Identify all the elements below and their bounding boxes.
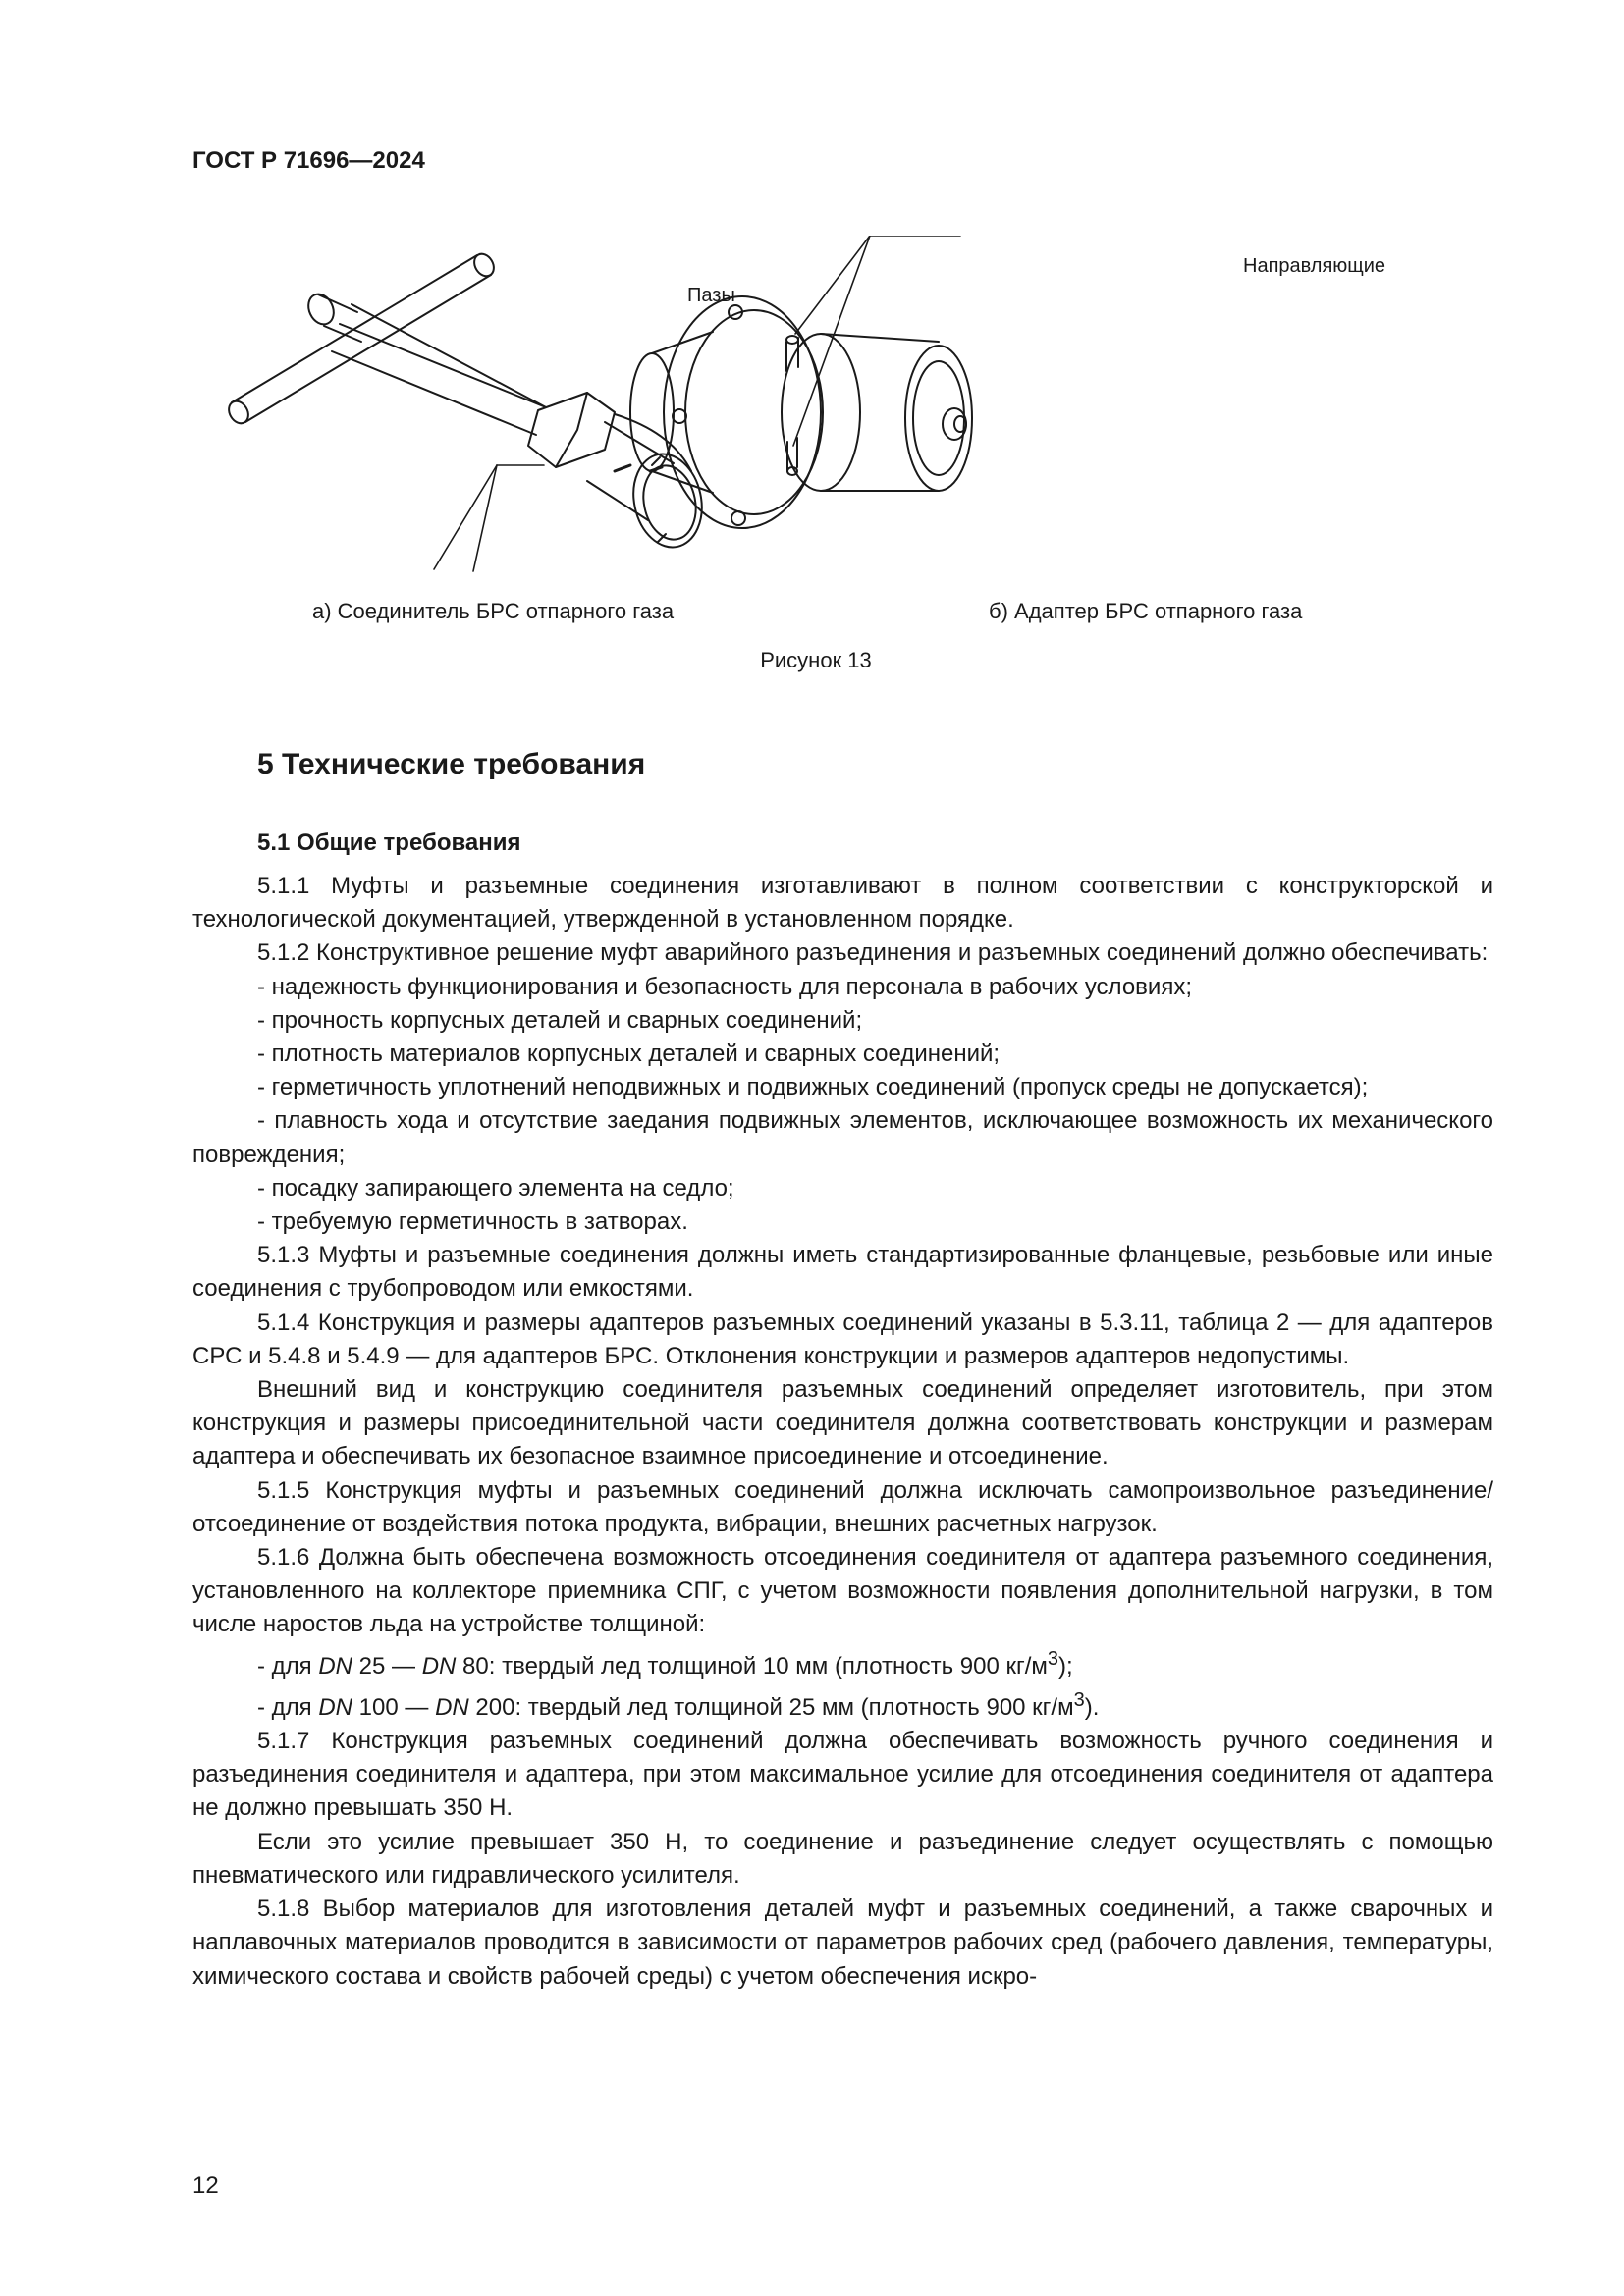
ice-range-start: 25 —	[352, 1652, 422, 1680]
ice-item-small-dn	[192, 1642, 1493, 1683]
standard-id: ГОСТ Р 71696—2024	[192, 147, 425, 174]
figure-label-a: а) Соединитель БРС отпарного газа	[312, 599, 675, 623]
paragraph-5-1-2: 5.1.2 Конструктивное решение муфт аварийного разъединения и разъемных соединений должно обеспечивать:	[257, 939, 1489, 967]
dn-symbol: DN	[435, 1693, 469, 1721]
superscript: 3	[1047, 1647, 1059, 1670]
callout-grooves: Пазы	[687, 285, 735, 306]
list-item: - надежность функционирования и безопасность для персонала в рабочих условиях;	[257, 973, 1192, 1000]
ice-prefix: - для	[257, 1652, 319, 1680]
paragraph-5-1-7: 5.1.7 Конструкция разъемных соединений должна обеспечивать возможность ручного соединения и разъединения соединителя и адаптера, при этом максимальное усилие для отсоединения соединителя от адаптера не должно превышать 350 Н.	[192, 1728, 1493, 1822]
paragraph-5-1-4: 5.1.4 Конструкция и размеры адаптеров разъемных соединений указаны в 5.3.11, таблица 2 — для адаптеров СРС и 5.4.8 и 5.4.9 — для адаптеров БРС. Отклонения конструкции и размеров адаптеров недопустимы.	[192, 1308, 1493, 1369]
dn-symbol: DN	[318, 1652, 353, 1680]
list-item: - плавность хода и отсутствие заедания подвижных элементов, исключающее возможность их механического повреждения;	[192, 1107, 1493, 1168]
body-text	[192, 870, 1493, 1994]
figure-caption: Рисунок 13	[760, 648, 872, 672]
figure-13	[192, 236, 1439, 726]
list-item: - плотность материалов корпусных деталей и сварных соединений;	[257, 1041, 1001, 1068]
paragraph-5-1-5: 5.1.5 Конструкция муфты и разъемных соединений должна исключать самопроизвольное разъединение/отсоединение от воздействия потока продукта, вибрации, внешних расчетных нагрузок.	[192, 1476, 1493, 1537]
paragraph-5-1-6: 5.1.6 Должна быть обеспечена возможность отсоединения соединителя от адаптера разъемного соединения, установленного на коллекторе приемника СПГ, с учетом возможности появления дополнительной нагрузки, в том числе наростов льда на устройстве толщиной:	[192, 1544, 1493, 1638]
dn-symbol: DN	[421, 1652, 457, 1680]
list-item: - прочность корпусных деталей и сварных соединений;	[257, 1006, 863, 1034]
ice-description: 80: твердый лед толщиной 10 мм (плотность 900 кг/м	[456, 1652, 1048, 1680]
paragraph-5-1-8: 5.1.8 Выбор материалов для изготовления деталей муфт и разъемных соединений, а также сварочных и наплавочных материалов проводится в зависимости от параметров рабочих сред (рабочего давления, температуры, химического состава и свойств рабочей среды) с учетом обеспечения искро-	[192, 1896, 1493, 1990]
coupler-drawing	[225, 250, 710, 554]
callout-guides: Направляющие	[1243, 255, 1386, 277]
ice-description: 200: твердый лед толщиной 25 мм (плотность 900 кг/м	[468, 1693, 1074, 1721]
paragraph-5-1-3: 5.1.3 Муфты и разъемные соединения должны иметь стандартизированные фланцевые, резьбовые или иные соединения с трубопроводом или емкостями.	[192, 1242, 1493, 1303]
ice-end: ).	[1084, 1693, 1100, 1721]
figure-label-b: б) Адаптер БРС отпарного газа	[989, 599, 1303, 623]
ice-prefix: - для	[257, 1693, 319, 1721]
subsection-title: 5.1 Общие требования	[257, 829, 521, 856]
list-item: - посадку запирающего элемента на седло;	[257, 1174, 734, 1201]
dn-symbol: DN	[318, 1693, 353, 1721]
ice-end: );	[1058, 1652, 1073, 1680]
list-item: - требуемую герметичность в затворах.	[257, 1208, 688, 1236]
figure-13-drawing	[192, 236, 1439, 648]
section-title: 5 Технические требования	[257, 748, 646, 780]
ice-range-start: 100 —	[352, 1693, 436, 1721]
ice-item-large-dn	[192, 1683, 1493, 1725]
paragraph-5-1-4-continued: Внешний вид и конструкцию соединителя разъемных соединений определяет изготовитель, при этом конструкция и размеры присоединительной части соединителя должна соответствовать конструкции и размерам адаптера и обеспечивать их безопасное взаимное присоединение и отсоединение.	[192, 1376, 1493, 1470]
adapter-drawing	[630, 296, 972, 528]
list-item: - герметичность уплотнений неподвижных и подвижных соединений (пропуск среды не допускается);	[257, 1074, 1369, 1101]
superscript: 3	[1073, 1688, 1085, 1711]
paragraph-5-1-1: 5.1.1 Муфты и разъемные соединения изготавливают в полном соответствии с конструкторской и технологической документацией, утвержденной в установленном порядке.	[192, 873, 1493, 934]
page-number: 12	[192, 2172, 219, 2199]
paragraph-5-1-7-continued: Если это усилие превышает 350 Н, то соединение и разъединение следует осуществлять с помощью пневматического или гидравлического усилителя.	[192, 1828, 1493, 1889]
